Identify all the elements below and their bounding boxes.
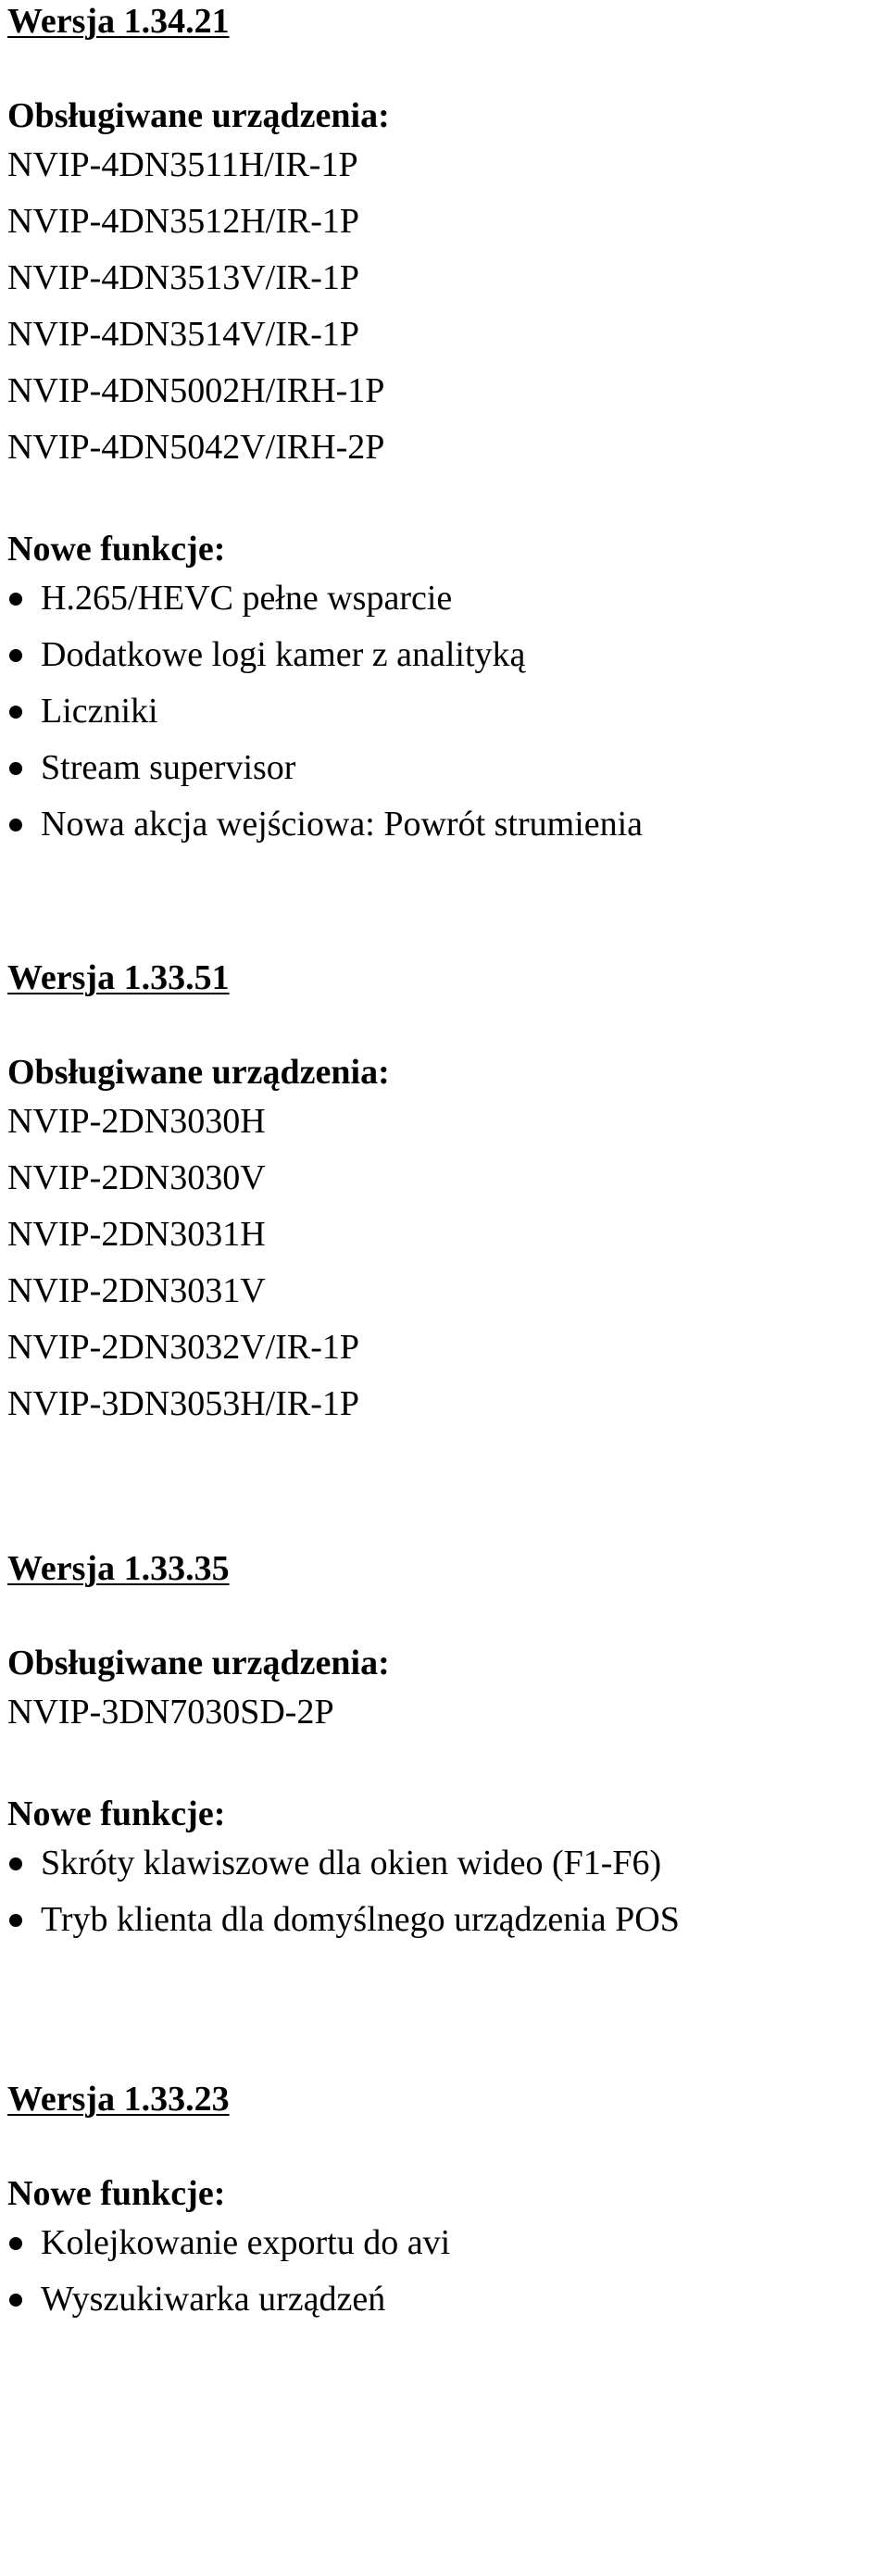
- device-item: NVIP-4DN5042V/IRH-2P: [7, 428, 385, 467]
- bullet-icon: [9, 762, 22, 775]
- bullet-icon: [9, 1857, 22, 1870]
- feature-item: [7, 796, 882, 853]
- spacer: [7, 853, 882, 957]
- bullet-icon: [9, 649, 22, 662]
- feature-text: Nowa akcja wejściowa: Powrót strumienia: [41, 805, 644, 844]
- devices-heading: Obsługiwane urządzenia:: [7, 1644, 390, 1682]
- feature-text: Wyszukiwarka urządzeń: [41, 2280, 386, 2319]
- device-item: NVIP-2DN3030H: [7, 1102, 266, 1141]
- release-1-33-35: [7, 1547, 882, 1948]
- feature-item: [7, 2271, 882, 2328]
- devices-list: [7, 1684, 882, 1741]
- features-heading: Nowe funkcje:: [7, 2174, 226, 2213]
- release-1-33-51: [7, 957, 882, 1432]
- feature-text: Kolejkowanie exportu do avi: [41, 2223, 451, 2262]
- version-title: Wersja 1.33.35: [7, 1549, 230, 1588]
- bullet-icon: [9, 819, 22, 832]
- device-item: NVIP-4DN3512H/IR-1P: [7, 202, 359, 241]
- feature-text: Tryb klienta dla domyślnego urządzenia POS: [41, 1900, 680, 1939]
- bullet-icon: [9, 2294, 22, 2307]
- features-list: [7, 570, 882, 853]
- spacer: [7, 1432, 882, 1547]
- device-item: NVIP-4DN5002H/IRH-1P: [7, 371, 385, 410]
- features-list: [7, 2215, 882, 2328]
- feature-text: Skróty klawiszowe dla okien wideo (F1-F6): [41, 1844, 662, 1882]
- device-item: NVIP-2DN3030V: [7, 1158, 266, 1197]
- feature-item: [7, 627, 882, 683]
- device-item: NVIP-2DN3032V/IR-1P: [7, 1328, 359, 1367]
- devices-list: [7, 1094, 882, 1432]
- device-item: NVIP-3DN7030SD-2P: [7, 1693, 334, 1732]
- feature-item: [7, 1835, 882, 1892]
- device-item: NVIP-2DN3031H: [7, 1215, 266, 1254]
- feature-item: [7, 683, 882, 740]
- feature-item: [7, 1892, 882, 1948]
- device-item: NVIP-2DN3031V: [7, 1271, 266, 1310]
- version-title: Wersja 1.34.21: [7, 2, 230, 41]
- devices-heading: Obsługiwane urządzenia:: [7, 96, 390, 135]
- feature-item: [7, 570, 882, 627]
- device-item: NVIP-3DN3053H/IR-1P: [7, 1384, 359, 1423]
- features-list: [7, 1835, 882, 1948]
- feature-item: [7, 2215, 882, 2271]
- bullet-icon: [9, 706, 22, 719]
- release-1-33-23: [7, 2078, 882, 2328]
- feature-item: [7, 740, 882, 796]
- bullet-icon: [9, 593, 22, 606]
- device-item: NVIP-4DN3513V/IR-1P: [7, 258, 359, 297]
- spacer: [7, 1948, 882, 2078]
- features-heading: Nowe funkcje:: [7, 530, 226, 569]
- devices-heading: Obsługiwane urządzenia:: [7, 1053, 390, 1092]
- features-heading: Nowe funkcje:: [7, 1794, 226, 1833]
- bullet-icon: [9, 2237, 22, 2250]
- device-item: NVIP-4DN3514V/IR-1P: [7, 315, 359, 354]
- feature-text: Stream supervisor: [41, 748, 296, 787]
- release-1-34-21: [7, 0, 882, 853]
- bullet-icon: [9, 1914, 22, 1927]
- feature-text: Liczniki: [41, 692, 158, 731]
- devices-list: [7, 137, 882, 476]
- feature-text: Dodatkowe logi kamer z analityką: [41, 635, 526, 674]
- feature-text: H.265/HEVC pełne wsparcie: [41, 579, 453, 618]
- device-item: NVIP-4DN3511H/IR-1P: [7, 145, 358, 184]
- version-title: Wersja 1.33.23: [7, 2080, 230, 2119]
- version-title: Wersja 1.33.51: [7, 958, 230, 997]
